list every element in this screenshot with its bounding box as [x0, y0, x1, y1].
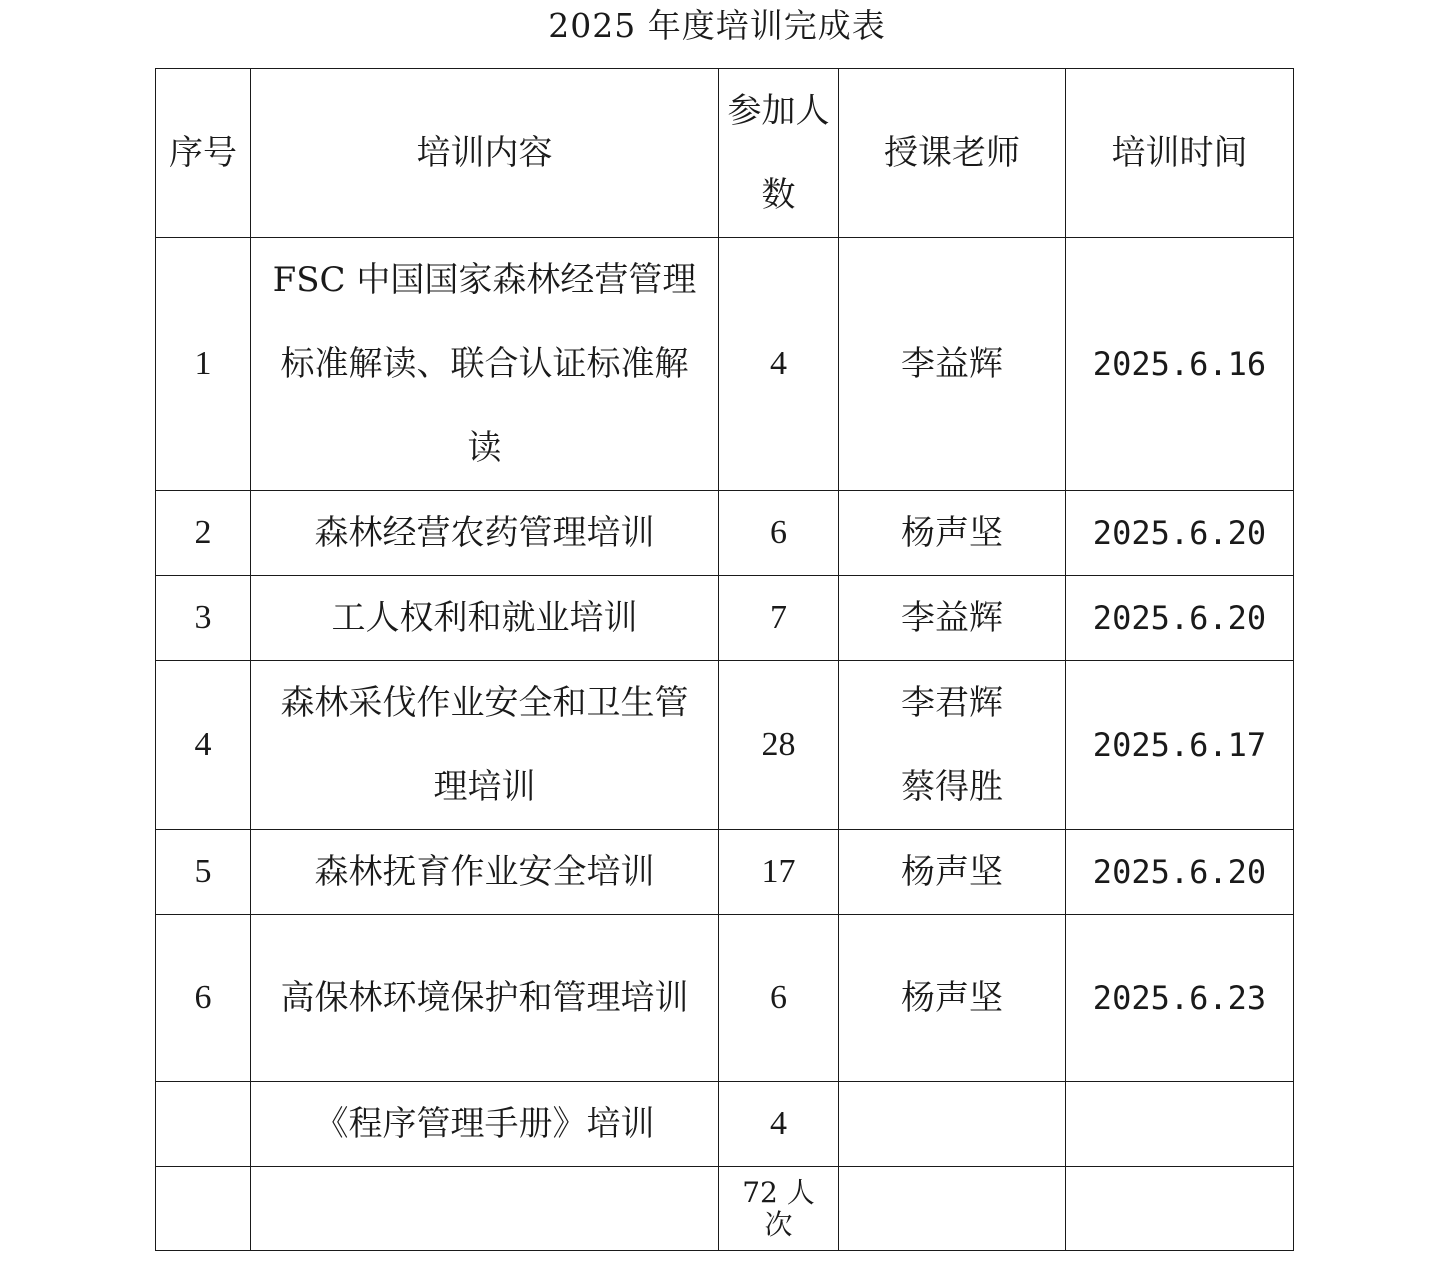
- header-teacher: 授课老师: [839, 69, 1066, 238]
- teacher-name: 杨声坚: [901, 978, 1003, 1018]
- total-date-cell: [1066, 1167, 1294, 1251]
- row-index: 1: [156, 238, 251, 491]
- header-index: 序号: [156, 69, 251, 238]
- teacher-name: 蔡得胜: [901, 767, 1003, 807]
- row-count: 6: [719, 915, 839, 1082]
- row-date: 2025.6.23: [1066, 915, 1294, 1082]
- row-index: 3: [156, 576, 251, 661]
- table-row: [156, 1082, 1294, 1167]
- row-date: 2025.6.20: [1066, 491, 1294, 576]
- row-date: 2025.6.17: [1066, 661, 1294, 830]
- row-content: 森林经营农药管理培训: [251, 491, 719, 576]
- row-content: 森林抚育作业安全培训: [251, 830, 719, 915]
- table-row: [156, 238, 1294, 491]
- row-teacher: [839, 661, 1066, 830]
- row-index: 6: [156, 915, 251, 1082]
- row-index: [156, 1082, 251, 1167]
- row-count: 7: [719, 576, 839, 661]
- header-content: 培训内容: [251, 69, 719, 238]
- total-content-cell: [251, 1167, 719, 1251]
- row-count: 17: [719, 830, 839, 915]
- teacher-name: 杨声坚: [901, 513, 1003, 553]
- row-index: 5: [156, 830, 251, 915]
- total-row: [156, 1167, 1294, 1251]
- header-count: 参加人数: [719, 69, 839, 238]
- table-row: [156, 491, 1294, 576]
- row-teacher: [839, 576, 1066, 661]
- training-table: [155, 68, 1294, 1251]
- row-teacher: [839, 238, 1066, 491]
- total-teacher-cell: [839, 1167, 1066, 1251]
- row-count: 4: [719, 238, 839, 491]
- teacher-name: 李益辉: [901, 598, 1003, 638]
- table-row: [156, 661, 1294, 830]
- table-body: [156, 238, 1294, 1167]
- row-content: 高保林环境保护和管理培训: [251, 915, 719, 1082]
- row-teacher: [839, 1082, 1066, 1167]
- row-date: 2025.6.20: [1066, 830, 1294, 915]
- row-content: 工人权利和就业培训: [251, 576, 719, 661]
- page-title: 2025 年度培训完成表: [548, 6, 886, 45]
- row-content: FSC 中国国家森林经营管理标准解读、联合认证标准解读: [251, 238, 719, 491]
- header-row: [156, 69, 1294, 238]
- row-count: 4: [719, 1082, 839, 1167]
- row-count: 6: [719, 491, 839, 576]
- row-date: 2025.6.16: [1066, 238, 1294, 491]
- row-content: 森林采伐作业安全和卫生管理培训: [251, 661, 719, 830]
- teacher-name: 杨声坚: [901, 852, 1003, 892]
- row-index: 4: [156, 661, 251, 830]
- row-teacher: [839, 491, 1066, 576]
- row-index: 2: [156, 491, 251, 576]
- table-row: [156, 915, 1294, 1082]
- teacher-name: 李君辉: [901, 683, 1003, 723]
- row-date: 2025.6.20: [1066, 576, 1294, 661]
- total-count: 72 人次: [719, 1167, 839, 1251]
- teacher-name: 李益辉: [901, 344, 1003, 384]
- header-date: 培训时间: [1066, 69, 1294, 238]
- row-teacher: [839, 915, 1066, 1082]
- row-count: 28: [719, 661, 839, 830]
- row-date: [1066, 1082, 1294, 1167]
- table-row: [156, 830, 1294, 915]
- total-index-cell: [156, 1167, 251, 1251]
- row-content: 《程序管理手册》培训: [251, 1082, 719, 1167]
- row-teacher: [839, 830, 1066, 915]
- table-row: [156, 576, 1294, 661]
